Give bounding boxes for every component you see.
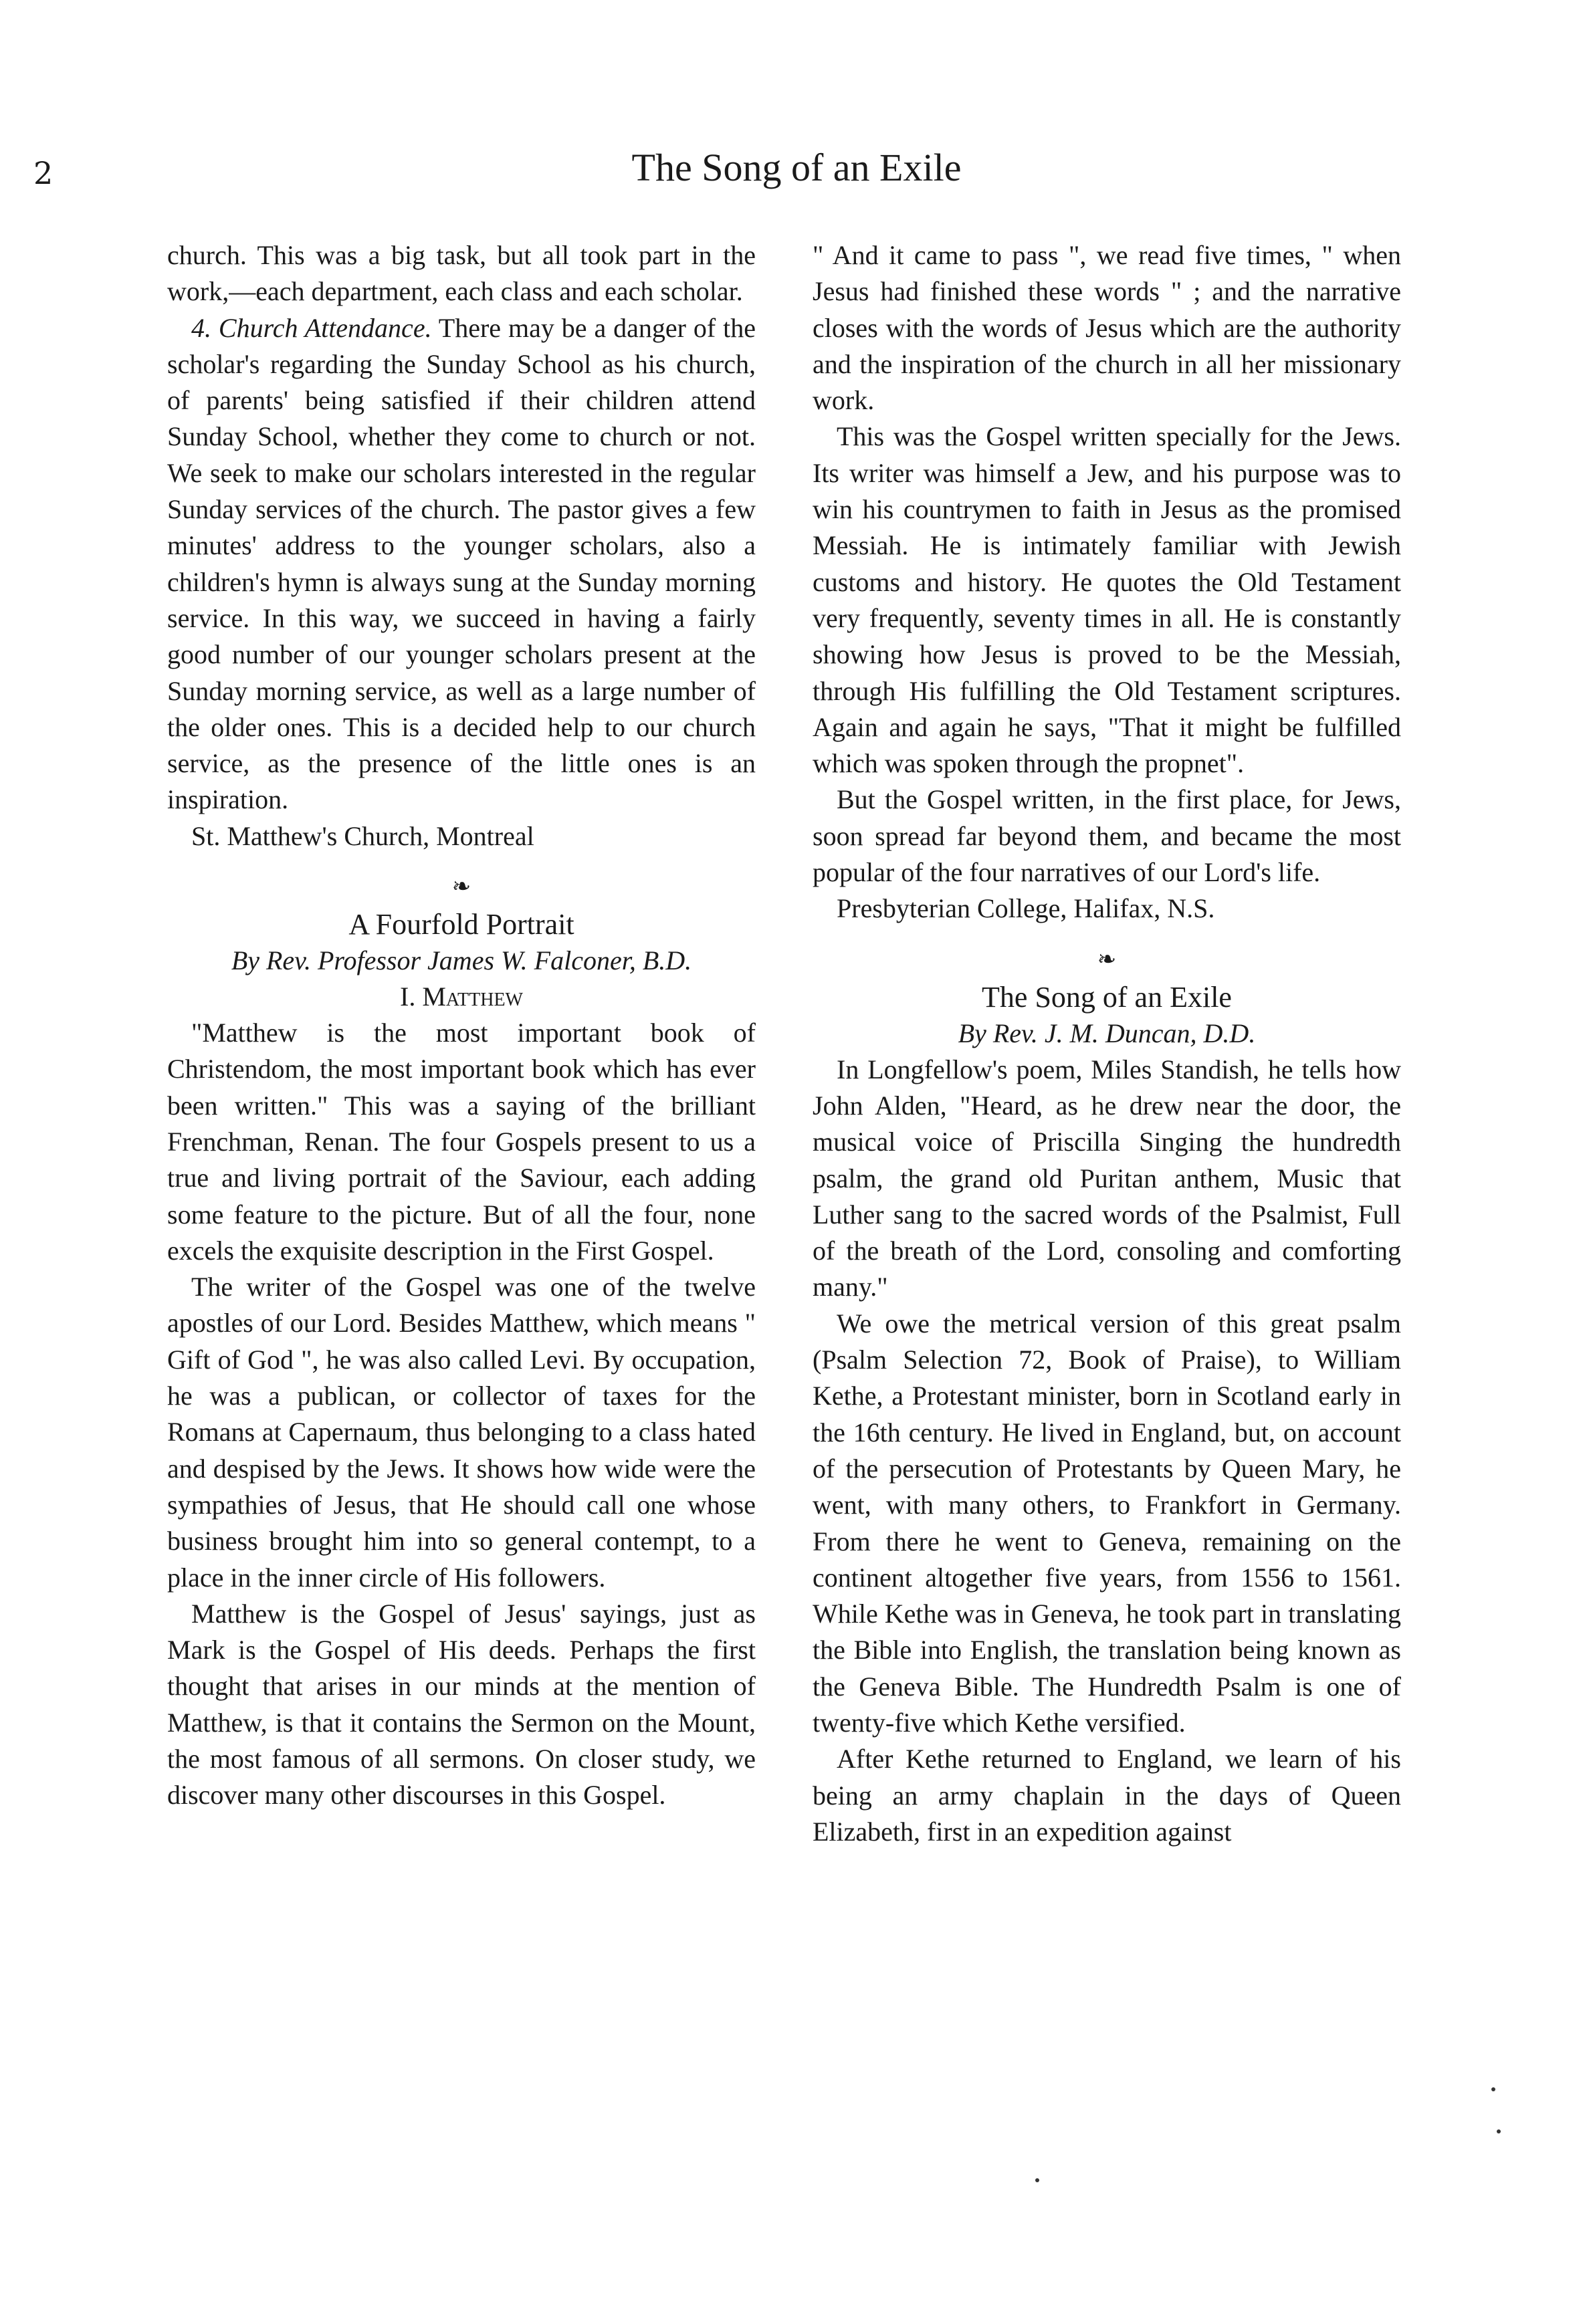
- byline: By Rev. J. M. Duncan, D.D.: [958, 1018, 1256, 1048]
- paragraph: We owe the metrical version of this great psalm (Psalm Selection 72, Book of Praise), to William Kethe, a Protestant minister, born in Scotland early in the 16th century. He lived in England, but, on account of the persecution of Protestants by Queen Mary, he went, with many others, to Frankfort in Germany. From there he went to Geneva, remaining on the continent altogether five years, from 1556 to 1561. While Kethe was in Geneva, he took part in translating the Bible into English, the translation being known as the Geneva Bible. The Hundredth Psalm is one of twenty-five which Kethe versified.: [813, 1308, 1401, 1738]
- paragraph: " And it came to pass ", we read five times, " when Jesus had finished these words " ; and the narrative closes with the words of Jesus which are the authority and the inspiration of the church in all her missionary work.: [813, 240, 1401, 416]
- church-attendance-text: There may be a danger of the scholar's regarding the Sunday School as his church, of parents' being satisfied if their children attend Sunday School, whether they come to church or not. We seek to make our scholars interested in the regular Sunday services of the church. The pastor gives a few minutes' address to the younger scholars, also a children's hymn is always sung at the Sunday morning service. In this way, we succeed in having a fairly good number of our younger scholars present at the Sunday morning service, as well as a large number of the older ones. This is a decided help to our church service, as the presence of the little ones is an inspiration.: [167, 312, 756, 815]
- right-column: [813, 237, 1401, 1850]
- article-title: A Fourfold Portrait: [348, 908, 574, 941]
- running-header: The Song of an Exile: [631, 146, 962, 189]
- paragraph: This was the Gospel written specially for the Jews. Its writer was himself a Jew, and his purpose was to win his countrymen to faith in Jesus as the promised Messiah. He is intimately familiar with Jewish customs and history. He quotes the Old Testament very frequently, seventy times in all. He is constantly showing how Jesus is proved to be the Messiah, through His fulfilling the Old Testament scriptures. Again and again he says, "That it might be fulfilled which was spoken through the propnet".: [813, 421, 1401, 779]
- church-attendance-label: 4. Church Attendance.: [191, 312, 432, 343]
- paragraph: Matthew is the Gospel of Jesus' sayings, just as Mark is the Gospel of His deeds. Perhaps the first thought that arises in our minds at the mention of Matthew, is that it contains the Sermon on the Mount, the most famous of all sermons. On closer study, we discover many other discourses in this Gospel.: [167, 1598, 756, 1811]
- left-column: [167, 237, 756, 1814]
- fleuron-separator: ❧: [1097, 947, 1117, 972]
- paragraph: "Matthew is the most important book of Christendom, the most important book which has ever been written." This was a saying of the brilliant Frenchman, Renan. The four Gospels present to us a true and living portrait of the Saviour, each adding some feature to the picture. But of all the four, none excels the exquisite description in the First Gospel.: [167, 1018, 756, 1266]
- signature: St. Matthew's Church, Montreal: [191, 820, 534, 851]
- signature: Presbyterian College, Halifax, N.S.: [837, 893, 1215, 924]
- section-heading: [167, 979, 756, 1015]
- section-name: Matthew: [422, 981, 523, 1012]
- page-number: 2: [33, 155, 54, 191]
- margin-speck: [1491, 2087, 1495, 2091]
- margin-speck: [1497, 2129, 1501, 2133]
- paragraph: But the Gospel written, in the first place, for Jews, soon spread far beyond them, and became the most popular of the four narratives of our Lord's life.: [813, 784, 1401, 888]
- byline: By Rev. Professor James W. Falconer, B.D.: [231, 945, 692, 976]
- fleuron-separator: ❧: [451, 875, 471, 900]
- paragraph-continuation: church. This was a big task, but all took part in the work,—each department, each class and each scholar.: [167, 240, 756, 307]
- article-title: The Song of an Exile: [982, 980, 1232, 1014]
- margin-speck: [1035, 2178, 1039, 2182]
- paragraph: In Longfellow's poem, Miles Standish, he tells how John Alden, "Heard, as he drew near the door, the musical voice of Priscilla Singing the hundredth psalm, the grand old Puritan anthem, Music that Luther sang to the sacred words of the Psalmist, Full of the breath of the Lord, consoling and comforting many.": [813, 1054, 1401, 1302]
- paragraph: After Kethe returned to England, we learn of his being an army chaplain in the days of Queen Elizabeth, first in an expedition against: [813, 1744, 1401, 1847]
- paragraph: The writer of the Gospel was one of the twelve apostles of our Lord. Besides Matthew, which means " Gift of God ", he was also called Levi. By occupation, he was a publican, or collector of taxes for the Romans at Capernaum, thus belonging to a class hated and despised by the Jews. It shows how wide were the sympathies of Jesus, that He should call one whose business brought him into so general contempt, to a place in the inner circle of His followers.: [167, 1272, 756, 1593]
- paragraph-church-attendance: [167, 310, 756, 818]
- section-number: I.: [400, 981, 416, 1012]
